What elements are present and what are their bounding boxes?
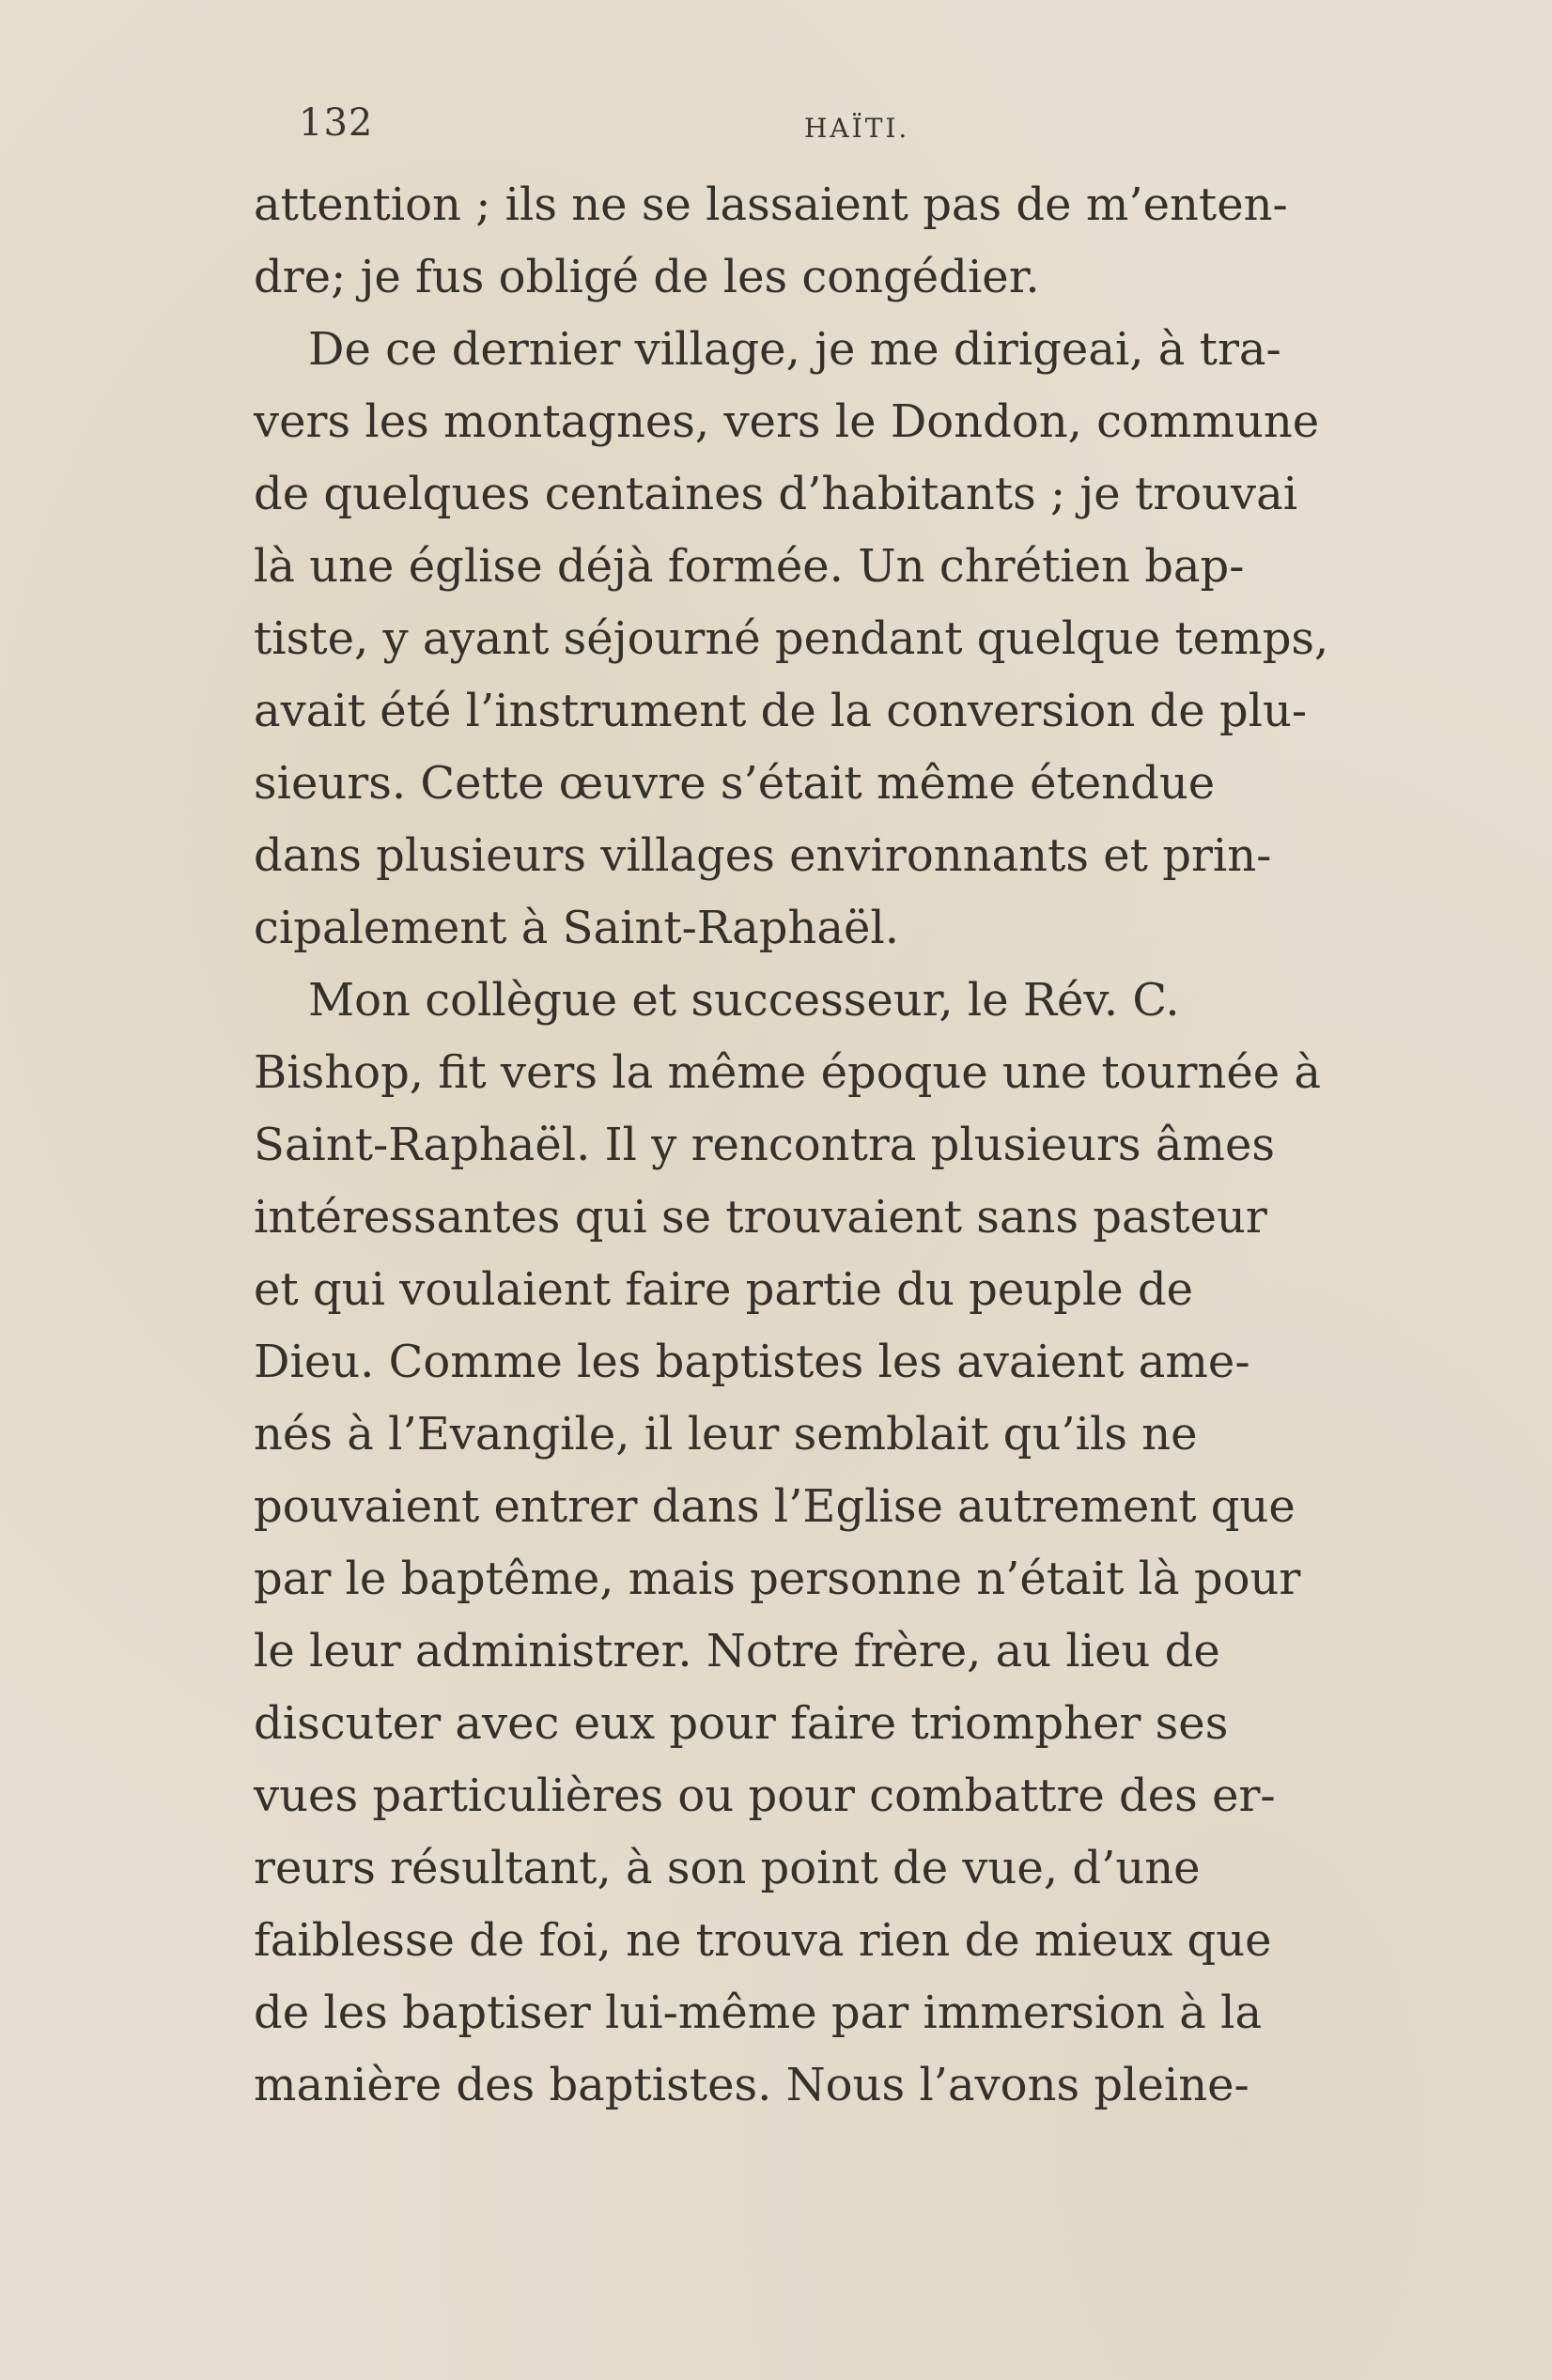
text-line: manière des baptistes. Nous l’avons pleine- bbox=[254, 2059, 1249, 2111]
text-line: Saint-Raphaël. Il y rencontra plusieurs âmes bbox=[254, 1119, 1275, 1171]
text-line: sieurs. Cette œuvre s’était même étendue bbox=[254, 757, 1216, 810]
text-line: attention ; ils ne se lassaient pas de m’enten- bbox=[254, 178, 1288, 231]
running-head bbox=[299, 101, 1443, 158]
running-title: HAÏTI. bbox=[804, 113, 910, 144]
text-line: de les baptiser lui-même par immersion à la bbox=[254, 1986, 1263, 2039]
text-line: Dieu. Comme les baptistes les avaient ame- bbox=[254, 1336, 1250, 1388]
text-line: par le baptême, mais personne n’était là pour bbox=[254, 1553, 1301, 1605]
text-line: reurs résultant, à son point de vue, d’une bbox=[254, 1842, 1201, 1894]
text-line: le leur administrer. Notre frère, au lieu de bbox=[254, 1625, 1220, 1677]
text-line: tiste, y ayant séjourné pendant quelque temps, bbox=[254, 612, 1329, 665]
text-line: pouvaient entrer dans l’Eglise autrement que bbox=[254, 1480, 1296, 1533]
text-line: dans plusieurs villages environnants et prin- bbox=[254, 829, 1272, 882]
page-number: 132 bbox=[299, 101, 374, 145]
text-line: discuter avec eux pour faire triompher ses bbox=[254, 1697, 1229, 1750]
text-line: intéressantes qui se trouvaient sans pasteur bbox=[254, 1191, 1267, 1244]
text-line: cipalement à Saint-Raphaël. bbox=[254, 902, 899, 954]
paragraph-start-line: De ce dernier village, je me dirigeai, à tra- bbox=[308, 323, 1281, 376]
text-line: vers les montagnes, vers le Dondon, commune bbox=[254, 395, 1320, 448]
text-line: dre; je fus obligé de les congédier. bbox=[254, 251, 1040, 303]
text-line: là une église déjà formée. Un chrétien bap- bbox=[254, 540, 1245, 593]
text-line: vues particulières ou pour combattre des er- bbox=[254, 1770, 1276, 1822]
text-line: faiblesse de foi, ne trouva rien de mieux que bbox=[254, 1914, 1272, 1967]
text-line: nés à l’Evangile, il leur semblait qu’ils ne bbox=[254, 1408, 1198, 1460]
text-line: Bishop, fit vers la même époque une tournée à bbox=[254, 1046, 1322, 1099]
text-line: avait été l’instrument de la conversion de plu- bbox=[254, 685, 1308, 737]
text-line: de quelques centaines d’habitants ; je trouvai bbox=[254, 468, 1298, 520]
text-line: et qui voulaient faire partie du peuple de bbox=[254, 1263, 1194, 1316]
body-text bbox=[254, 169, 1447, 2122]
paragraph-start-line: Mon collègue et successeur, le Rév. C. bbox=[308, 974, 1180, 1027]
